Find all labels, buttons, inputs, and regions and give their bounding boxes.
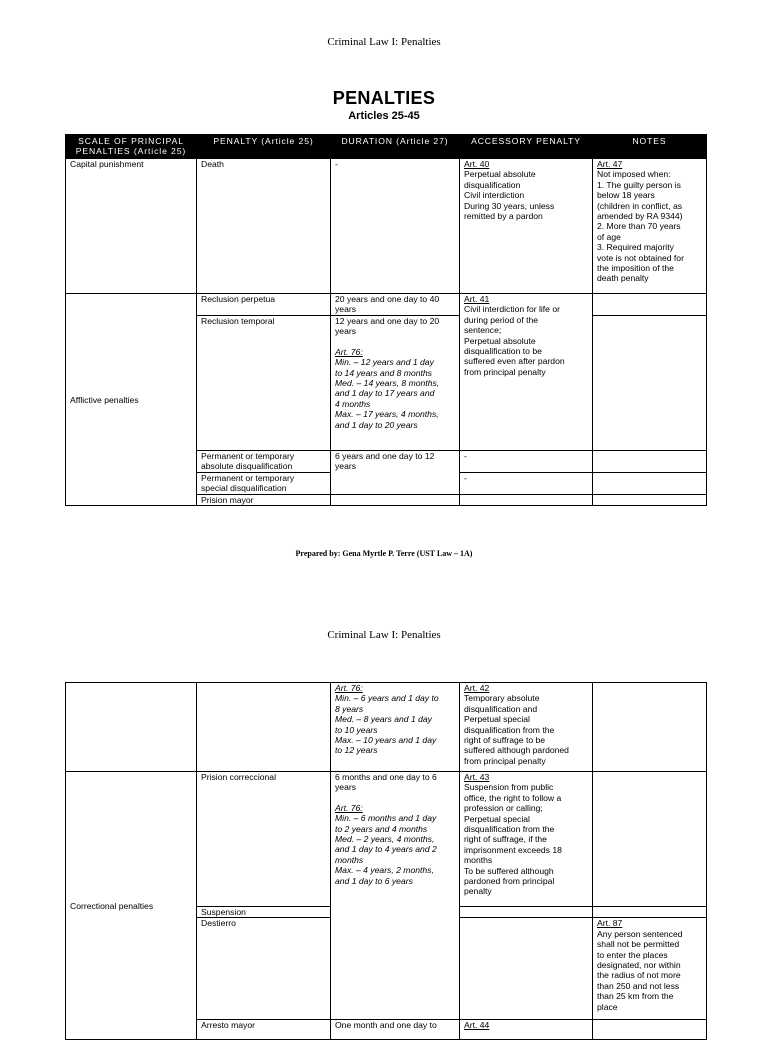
- text-line: Any person sentenced: [597, 928, 683, 939]
- article-reference: Art. 76:: [335, 346, 363, 357]
- text-line: office, the right to follow a: [464, 792, 562, 803]
- notes-cell: [593, 1020, 707, 1040]
- notes-cell: [593, 473, 707, 495]
- column-header-penalty: PENALTY (Article 25): [197, 135, 331, 159]
- text-line: and 1 day to 6 years: [335, 875, 413, 886]
- text-line: sentence;: [464, 325, 502, 336]
- text-line: pardoned from principal: [464, 876, 555, 887]
- text-line: than 250 and not less: [597, 980, 680, 991]
- text-line: months: [335, 854, 364, 865]
- text-line: 4 months: [335, 398, 371, 409]
- article-reference: Art. 87: [597, 918, 623, 929]
- text-line: during period of the: [464, 314, 539, 325]
- text-line: years: [335, 461, 357, 472]
- accessory-text: [464, 169, 588, 221]
- text-line: Civil interdiction for life or: [464, 304, 560, 315]
- accessory-text: [464, 782, 588, 896]
- notes-cell: [593, 451, 707, 473]
- duration-cell: [331, 316, 460, 451]
- article-reference: Art. 42: [464, 683, 490, 693]
- table-row-reclusion-perpetua: [66, 294, 707, 316]
- notes-cell: [593, 683, 707, 772]
- notes-cell: [593, 316, 707, 451]
- text-line: from principal penalty: [464, 366, 546, 377]
- notes-text: [597, 169, 702, 283]
- text-line: to enter the places: [597, 949, 668, 960]
- notes-cell: [593, 495, 707, 506]
- text-line: 1. The guilty person is: [597, 179, 681, 190]
- text-line: imprisonment exceeds 18: [464, 844, 562, 855]
- scale-cell: [66, 683, 197, 772]
- accessory-text: [464, 304, 588, 377]
- text-line: disqualification: [464, 179, 521, 190]
- duration-cell: One month and one day to: [331, 1020, 460, 1040]
- accessory-cell: -: [460, 473, 593, 495]
- text-line: to 2 years and 4 months: [335, 823, 428, 834]
- text-line: and 1 day to 17 years and: [335, 388, 435, 399]
- text-line: special disqualification: [201, 483, 287, 494]
- table-row-prision-mayor-continued: [66, 683, 707, 772]
- penalty-cell: Reclusion perpetua: [197, 294, 331, 316]
- duration-cell: -: [331, 159, 460, 294]
- text-line: 6 years and one day to 12: [335, 451, 435, 461]
- text-line: the radius of not more: [597, 970, 681, 981]
- duration-cell: [331, 294, 460, 316]
- text-line: Med. – 2 years, 4 months,: [335, 834, 435, 845]
- column-header-scale: SCALE OF PRINCIPAL PENALTIES (Article 25): [66, 135, 197, 159]
- notes-cell: [593, 159, 707, 294]
- text-line: from principal penalty: [464, 755, 546, 766]
- accessory-cell: [460, 772, 593, 907]
- text-line: Med. – 8 years and 1 day: [335, 714, 432, 725]
- text-line: right of suffrage to be: [464, 735, 546, 746]
- text-line: designated, nor within: [597, 960, 681, 971]
- article-reference: Art. 40: [464, 159, 490, 169]
- table-row-capital: [66, 159, 707, 294]
- text-line: years: [335, 782, 357, 793]
- text-line: Max. – 17 years, 4 months,: [335, 409, 439, 420]
- column-header-notes: NOTES: [593, 135, 707, 159]
- accessory-cell: [460, 1020, 593, 1040]
- document-title: PENALTIES: [332, 88, 436, 108]
- notes-cell: [593, 772, 707, 907]
- text-line: Perpetual absolute: [464, 335, 536, 346]
- penalties-table-page-1: [65, 134, 707, 506]
- prepared-by-footer: Prepared by: Gena Myrtle P. Terre (UST Law – 1A): [295, 549, 473, 558]
- scale-cell: Afflictive penalties: [66, 294, 197, 506]
- text-line: profession or calling;: [464, 803, 543, 814]
- duration-cell: [331, 683, 460, 772]
- text-line: to 14 years and 8 months: [335, 367, 432, 378]
- duration-cell: [331, 772, 460, 1020]
- text-line: suffered even after pardon: [464, 356, 565, 367]
- penalty-cell: [197, 451, 331, 473]
- text-line: disqualification from the: [464, 824, 555, 835]
- text-line: 20 years and one day to 40: [335, 294, 440, 304]
- text-line: 3. Required majority: [597, 242, 674, 253]
- article-reference: Art. 76:: [335, 802, 363, 813]
- article-reference: Art. 44: [464, 1020, 490, 1031]
- article-reference: Art. 47: [597, 159, 623, 169]
- page-header: Criminal Law I: Penalties: [327, 36, 441, 48]
- accessory-cell: [460, 294, 593, 451]
- text-line: Civil interdiction: [464, 190, 525, 201]
- accessory-cell: [460, 907, 593, 918]
- text-line: Suspension from public: [464, 782, 554, 793]
- accessory-cell: [460, 918, 593, 1020]
- text-line: death penalty: [597, 273, 649, 284]
- notes-text: [597, 929, 702, 1012]
- text-line: Max. – 4 years, 2 months,: [335, 865, 434, 876]
- accessory-text: [464, 693, 588, 766]
- duration-cell: [331, 451, 460, 495]
- text-line: amended by RA 9344): [597, 211, 683, 222]
- article-reference: Art. 41: [464, 294, 490, 304]
- text-line: than 25 km from the: [597, 991, 674, 1002]
- notes-cell: [593, 918, 707, 1020]
- text-line: Min. – 6 years and 1 day to: [335, 693, 439, 704]
- text-line: below 18 years: [597, 190, 655, 201]
- notes-cell: [593, 907, 707, 918]
- penalty-cell: [197, 683, 331, 772]
- page-header: Criminal Law I: Penalties: [327, 629, 441, 641]
- text-line: shall not be permitted: [597, 939, 680, 950]
- notes-cell: [593, 294, 707, 316]
- duration-cell: [331, 495, 460, 506]
- text-line: years: [335, 326, 357, 337]
- duration-text: [335, 316, 455, 337]
- text-line: vote is not obtained for: [597, 252, 684, 263]
- penalty-cell: [197, 473, 331, 495]
- text-line: Permanent or temporary: [201, 451, 295, 461]
- text-line: suffered although pardoned: [464, 745, 569, 756]
- text-line: penalty: [464, 886, 492, 897]
- scale-cell: Capital punishment: [66, 159, 197, 294]
- penalty-cell: Destierro: [197, 918, 331, 1020]
- text-line: the imposition of the: [597, 263, 674, 274]
- text-line: Perpetual special: [464, 813, 530, 824]
- text-line: to 12 years: [335, 745, 378, 756]
- scale-cell: Correctional penalties: [66, 772, 197, 1040]
- penalty-cell: Prision mayor: [197, 495, 331, 506]
- text-line: 2. More than 70 years: [597, 221, 681, 232]
- text-line: to 10 years: [335, 724, 378, 735]
- text-line: disqualification to be: [464, 346, 542, 357]
- text-line: disqualification from the: [464, 724, 555, 735]
- text-line: years: [335, 304, 357, 315]
- accessory-cell: [460, 683, 593, 772]
- text-line: remitted by a pardon: [464, 211, 543, 222]
- text-line: Permanent or temporary: [201, 473, 295, 483]
- accessory-cell: -: [460, 451, 593, 473]
- text-line: 12 years and one day to 20: [335, 316, 440, 326]
- document-subtitle: Articles 25-45: [348, 110, 420, 122]
- period-breakdown: [335, 693, 455, 755]
- text-line: of age: [597, 231, 621, 242]
- text-line: During 30 years, unless: [464, 200, 555, 211]
- column-header-duration: DURATION (Article 27): [331, 135, 460, 159]
- penalties-table-page-2: [65, 682, 707, 1040]
- text-line: To be suffered although: [464, 865, 554, 876]
- article-reference: Art. 76:: [335, 683, 363, 693]
- text-line: absolute disqualification: [201, 461, 293, 472]
- period-breakdown: [335, 357, 455, 430]
- period-breakdown: [335, 813, 455, 886]
- duration-text: [335, 772, 455, 793]
- accessory-cell: [460, 159, 593, 294]
- text-line: Max. – 10 years and 1 day: [335, 735, 437, 746]
- text-line: right of suffrage, if the: [464, 834, 547, 845]
- penalty-cell: Arresto mayor: [197, 1020, 331, 1040]
- text-line: Perpetual absolute: [464, 169, 536, 180]
- text-line: (children in conflict, as: [597, 200, 683, 211]
- penalty-cell: Death: [197, 159, 331, 294]
- text-line: months: [464, 855, 493, 866]
- text-line: place: [597, 1001, 618, 1012]
- text-line: Not imposed when:: [597, 169, 671, 180]
- text-line: 8 years: [335, 703, 364, 714]
- text-line: Min. – 6 months and 1 day: [335, 813, 437, 824]
- text-line: disqualification and: [464, 703, 538, 714]
- text-line: Min. – 12 years and 1 day: [335, 357, 434, 368]
- text-line: and 1 day to 20 years: [335, 419, 418, 430]
- text-line: Perpetual special: [464, 714, 530, 725]
- penalty-cell: Reclusion temporal: [197, 316, 331, 451]
- penalty-cell: Suspension: [197, 907, 331, 918]
- accessory-cell: [460, 495, 593, 506]
- text-line: and 1 day to 4 years and 2: [335, 844, 437, 855]
- column-header-accessory: ACCESSORY PENALTY: [460, 135, 593, 159]
- table-row-prision-correccional: [66, 772, 707, 907]
- text-line: Med. – 14 years, 8 months,: [335, 378, 440, 389]
- penalty-cell: Prision correccional: [197, 772, 331, 907]
- text-line: 6 months and one day to 6: [335, 772, 437, 782]
- article-reference: Art. 43: [464, 772, 490, 782]
- text-line: Temporary absolute: [464, 693, 540, 704]
